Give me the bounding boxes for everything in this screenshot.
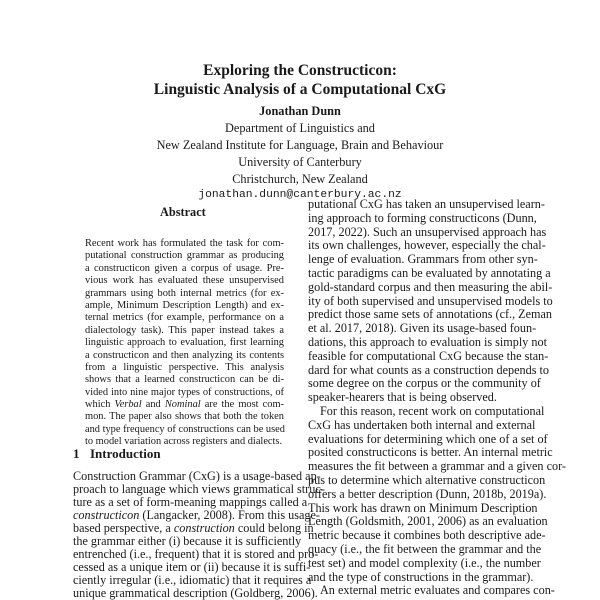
text-line: a constructicon given a corpus of usage. Pre- — [85, 262, 284, 274]
section-number: 1 — [73, 446, 80, 461]
text-line: quacy (i.e., the fit between the grammar and the — [308, 541, 542, 556]
text-line: speaker-hearers that is being observed. — [308, 390, 497, 405]
right-column-body — [308, 197, 566, 598]
italic-term: construction — [173, 521, 235, 535]
text-line: putational construction grammar as producing — [85, 250, 284, 262]
text-line: unique grammatical description (Goldberg, 2006). — [73, 586, 318, 600]
introduction-body — [73, 469, 325, 600]
text-line: feasible for computational CxG because the stan- — [308, 348, 549, 363]
text-line: Recent work has formulated the task for com- — [85, 238, 284, 249]
text-segment: (Langacker, 2008). From this usage- — [139, 508, 320, 522]
text-line: ture as a set of form-meaning mappings called a — [73, 495, 308, 509]
text-line: Construction Grammar (CxG) is a usage-based ap- — [73, 469, 321, 483]
text-line: dard for what counts as a construction depends to — [308, 362, 549, 377]
italic-term: Verbal — [114, 399, 142, 411]
text-line: predict those same sets of annotations (cf., Zeman — [308, 307, 553, 322]
text-segment: which — [85, 399, 115, 411]
text-line: from a linguistic perspective. This analysis — [85, 361, 284, 373]
abstract-body — [85, 238, 284, 449]
text-line: This work has drawn on Minimum Description — [308, 500, 538, 515]
text-line: For this reason, recent work on computational — [320, 403, 545, 418]
italic-term: constructicon — [73, 508, 140, 522]
text-segment: could belong in — [234, 521, 314, 535]
affiliation-line: Department of Linguistics and — [225, 121, 375, 135]
text-line: shows that a learned constructicon can be di- — [85, 374, 284, 386]
text-line: cessed as a unique item or (ii) because it is suffi- — [73, 560, 311, 574]
text-line: pus to determine which alternative constructicon — [308, 472, 546, 487]
text-line: ciently irregular (i.e., idiomatic) that it requires a — [73, 573, 312, 587]
text-line: mon. The paper also shows that both the token — [85, 411, 284, 423]
text-line: Length (Goldsmith, 2001, 2006) as an evaluation — [308, 514, 548, 529]
affiliation-line: New Zealand Institute for Language, Brain and Behaviour — [156, 138, 444, 152]
text-line: proach to language which views grammatical struc- — [73, 482, 325, 496]
paper-title-line-1: Exploring the Constructicon: — [203, 62, 397, 79]
text-line — [85, 399, 284, 411]
text-line: test set) and model complexity (i.e., the number — [308, 555, 541, 570]
text-line: ternal metrics (for example, performance on a — [85, 312, 284, 324]
text-line: offers a better description (Dunn, 2018b, 2019a). — [308, 486, 547, 501]
text-line: its own challenges, however, especially the chal- — [308, 238, 546, 253]
text-line: some degree on the corpus or the community of — [308, 376, 541, 391]
text-segment: and — [141, 399, 165, 411]
text-line: vious work has evaluated these unsupervised — [85, 275, 284, 287]
text-line: entrenched (i.e., frequent) that it is stored and pro- — [73, 547, 319, 561]
author-name: Jonathan Dunn — [259, 104, 341, 118]
abstract-heading: Abstract — [160, 205, 206, 219]
text-line: measures the fit between a grammar and a given cor- — [308, 459, 566, 474]
text-line: et al. 2017, 2018). Given its usage-based foun- — [308, 321, 537, 336]
text-line: putational CxG has taken an unsupervised learn- — [308, 197, 545, 211]
paper-title-line-2: Linguistic Analysis of a Computational CxG — [153, 81, 447, 98]
affiliation-line: Christchurch, New Zealand — [232, 172, 368, 186]
text-line: and type frequency of constructions can be used — [85, 423, 285, 435]
text-line: ity of both supervised and unsupervised models to — [308, 293, 553, 308]
text-line: ing approach to forming constructicons (Dunn, — [308, 210, 537, 225]
affiliation-line: University of Canterbury — [238, 155, 362, 169]
text-line: and the type of constructions in the grammar). — [308, 569, 534, 584]
text-line: dialectology task). This paper instead takes a — [85, 324, 284, 336]
text-line: evaluations for determining which one of a set of — [308, 431, 548, 446]
text-line: gold-standard corpus and then measuring the abil- — [308, 279, 553, 294]
text-line: An external metric evaluates and compares con- — [320, 583, 555, 598]
text-line: a constructicon and then analyzing its contents — [85, 349, 284, 361]
text-line: posited constructicons is better. An internal metric — [308, 445, 553, 460]
text-line: to model variation across registers and dialects. — [85, 436, 283, 448]
text-line: metric because it combines both descriptive ade- — [308, 528, 546, 543]
section-heading-introduction: Introduction — [90, 446, 161, 461]
text-line: the grammar either (i) because it is sufficiently — [73, 534, 302, 548]
text-line: 2017, 2022). Such an unsupervised approach has — [308, 224, 547, 239]
text-line: tactic paradigms can be evaluated by annotating a — [308, 265, 551, 280]
text-line: vided into nine major types of constructions, of — [85, 386, 284, 398]
italic-term: Nominal — [164, 399, 201, 411]
text-line: CxG has undertaken both internal and external — [308, 417, 536, 432]
text-line: linguistic approach to evaluation, first learning — [85, 337, 284, 349]
text-segment: based perspective, a — [73, 521, 174, 535]
text-line: grammars using both internal metrics (for ex- — [85, 287, 284, 299]
text-segment: are the most com- — [200, 399, 285, 411]
author-email: jonathan.dunn@canterbury.ac.nz — [198, 189, 402, 201]
text-line: lenge of evaluation. Grammars from other syn- — [308, 252, 538, 267]
text-line: dations, this approach to evaluation is simply not — [308, 334, 547, 349]
text-line: ample, Minimum Description Length) and ex- — [85, 299, 284, 311]
